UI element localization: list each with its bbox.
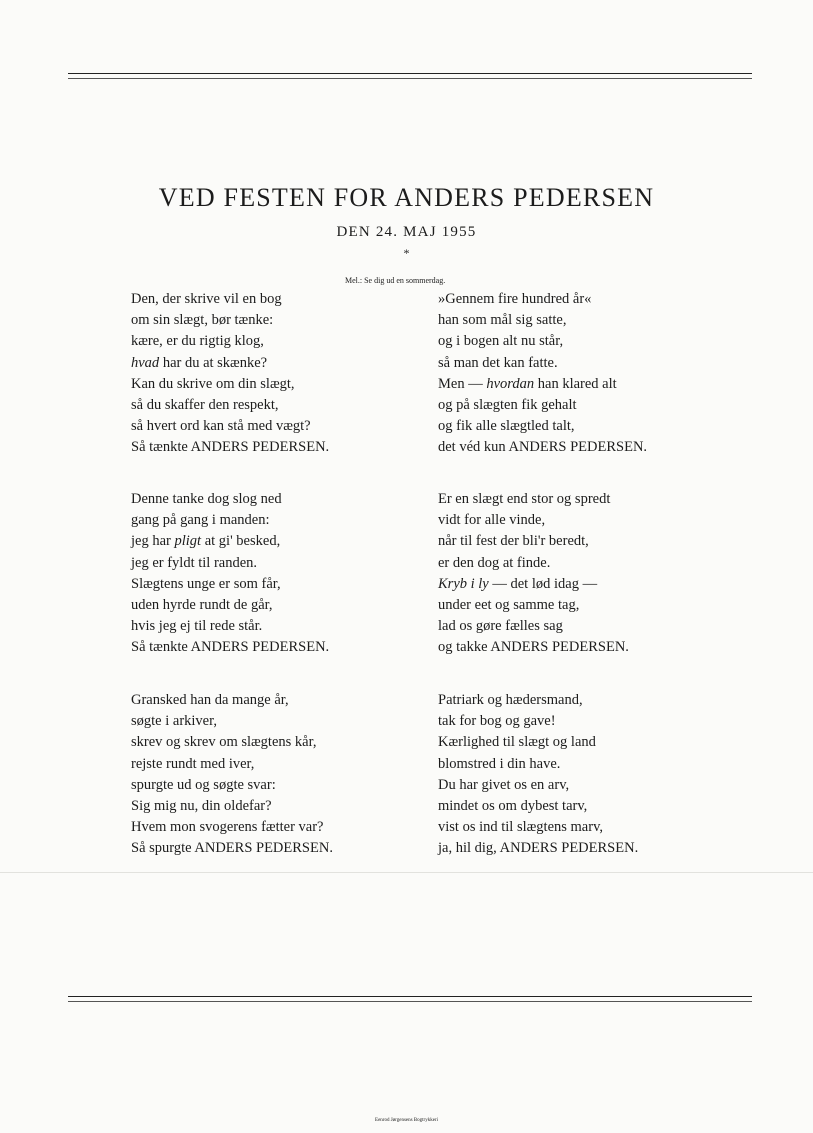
verse-text: han klared alt [534, 375, 617, 392]
verse-emphasis: hvordan [486, 375, 535, 392]
verse-text: blomstred i din have. [438, 755, 561, 772]
stanza-6 [438, 690, 638, 860]
verse-text: har du at skænke? [159, 354, 268, 371]
printer-imprint: Eenrod Jørgensens Bogtrykkeri [375, 1118, 438, 1123]
verse-line [131, 331, 329, 352]
verse-line [131, 732, 333, 753]
verse-line [131, 553, 329, 574]
verse-line [438, 510, 629, 531]
verse-text: Hvem mon svogerens fætter var? [131, 819, 324, 836]
verse-line [438, 374, 647, 395]
verse-text: Gransked han da mange år, [131, 692, 289, 708]
verse-text: spurgte ud og søgte svar: [131, 776, 276, 793]
verse-line [438, 437, 647, 458]
verse-text: Men — [438, 375, 487, 392]
verse-text: Denne tanke dog slog ned [131, 491, 282, 507]
verse-text: Sig mig nu, din oldefar? [131, 798, 272, 815]
verse-line [131, 374, 329, 395]
verse-line [438, 690, 638, 711]
verse-line [131, 796, 333, 817]
bottom-rule-lower [68, 1001, 752, 1002]
verse-text: han som mål sig satte, [438, 312, 567, 329]
verse-text: og fik alle slægtled talt, [438, 418, 575, 435]
verse-line [131, 395, 329, 416]
verse-line [131, 817, 333, 838]
verse-line [438, 817, 638, 838]
verse-line [131, 637, 329, 658]
verse-line [438, 616, 629, 637]
verse-line [131, 754, 333, 775]
verse-line [131, 489, 329, 510]
verse-text: så man det kan fatte. [438, 354, 558, 371]
verse-line [131, 416, 329, 437]
verse-text: det véd kun ANDERS PEDERSEN. [438, 439, 648, 456]
verse-line [438, 637, 629, 658]
event-date: DEN 24. MAJ 1955 [336, 224, 477, 240]
verse-line [131, 595, 329, 616]
verse-line [438, 732, 638, 753]
verse-text: »Gennem fire hundred år« [438, 291, 592, 307]
verse-text: så hvert ord kan stå med vægt? [131, 418, 311, 435]
verse-text: uden hyrde rundt de går, [131, 597, 273, 614]
verse-text: rejste rundt med iver, [131, 755, 255, 772]
verse-text: — det lød idag — [488, 575, 598, 592]
verse-text: Så tænkte ANDERS PEDERSEN. [131, 439, 330, 456]
verse-text: og i bogen alt nu står, [438, 333, 564, 350]
verse-text: tak for bog og gave! [438, 713, 556, 730]
verse-text: Slægtens unge er som får, [131, 575, 281, 592]
verse-text: Så tænkte ANDERS PEDERSEN. [131, 639, 330, 656]
stanza-1 [131, 289, 329, 459]
verse-line [131, 289, 329, 310]
verse-text: vist os ind til slægtens marv, [438, 819, 604, 836]
verse-line [438, 796, 638, 817]
verse-line [438, 553, 629, 574]
verse-text: søgte i arkiver, [131, 713, 217, 730]
verse-line [131, 531, 329, 552]
verse-text: og på slægten fik gehalt [438, 397, 577, 414]
top-rule-upper [68, 73, 752, 74]
verse-line [131, 437, 329, 458]
verse-text: og takke ANDERS PEDERSEN. [438, 639, 629, 656]
verse-text: kære, er du rigtig klog, [131, 333, 264, 350]
verse-line [438, 489, 629, 510]
verse-line [438, 711, 638, 732]
stanza-2 [438, 289, 647, 459]
verse-emphasis: pligt [174, 533, 202, 550]
verse-text: ja, hil dig, ANDERS PEDERSEN. [438, 840, 639, 857]
stanza-5 [131, 690, 333, 860]
verse-line [131, 711, 333, 732]
verse-text: så du skaffer den respekt, [131, 397, 279, 414]
stanza-4 [438, 489, 629, 659]
verse-line [438, 331, 647, 352]
verse-line [131, 310, 329, 331]
verse-text: hvis jeg ej til rede står. [131, 618, 263, 635]
verse-line [131, 690, 333, 711]
verse-line [131, 510, 329, 531]
stanza-3 [131, 489, 329, 659]
verse-text: Du har givet os en arv, [438, 776, 570, 793]
verse-line [438, 289, 647, 310]
verse-line [131, 775, 333, 796]
bottom-rule-upper [68, 996, 752, 997]
verse-line [438, 395, 647, 416]
verse-line [131, 616, 329, 637]
verse-line [438, 595, 629, 616]
verse-text: gang på gang i manden: [131, 512, 270, 529]
verse-text: under eet og samme tag, [438, 597, 580, 614]
verse-text: Så spurgte ANDERS PEDERSEN. [131, 840, 333, 857]
verse-text: lad os gøre fælles sag [438, 618, 563, 635]
verse-text: skrev og skrev om slægtens kår, [131, 734, 317, 751]
verse-text: Patriark og hædersmand, [438, 692, 583, 708]
verse-line [131, 574, 329, 595]
verse-emphasis: hvad [131, 354, 160, 371]
verse-line [438, 838, 638, 859]
fold-line [0, 872, 813, 873]
verse-text: at gi' besked, [201, 533, 281, 550]
verse-text: jeg har [131, 533, 175, 550]
verse-line [438, 775, 638, 796]
verse-text: om sin slægt, bør tænke: [131, 312, 274, 329]
verse-text: Er en slægt end stor og spredt [438, 491, 611, 507]
verse-line [438, 754, 638, 775]
verse-emphasis: Kryb i ly [438, 575, 489, 592]
top-rule-lower [68, 78, 752, 79]
verse-text: er den dog at finde. [438, 554, 551, 571]
verse-text: Den, der skrive vil en bog [131, 291, 282, 307]
verse-line [131, 838, 333, 859]
verse-line [438, 574, 629, 595]
verse-text: Kan du skrive om din slægt, [131, 375, 295, 392]
verse-line [131, 353, 329, 374]
verse-line [438, 416, 647, 437]
melody-note: Mel.: Se dig ud en sommerdag. [345, 276, 446, 285]
verse-line [438, 531, 629, 552]
verse-text: Kærlighed til slægt og land [438, 734, 596, 751]
verse-text: når til fest der bli'r beredt, [438, 533, 589, 550]
verse-text: vidt for alle vinde, [438, 512, 546, 529]
verse-line [438, 310, 647, 331]
page-title: VED FESTEN FOR ANDERS PEDERSEN [158, 183, 655, 212]
verse-text: mindet os om dybest tarv, [438, 798, 588, 815]
verse-line [438, 353, 647, 374]
ornament-asterisk: * [403, 246, 410, 260]
verse-text: jeg er fyldt til randen. [131, 554, 258, 571]
